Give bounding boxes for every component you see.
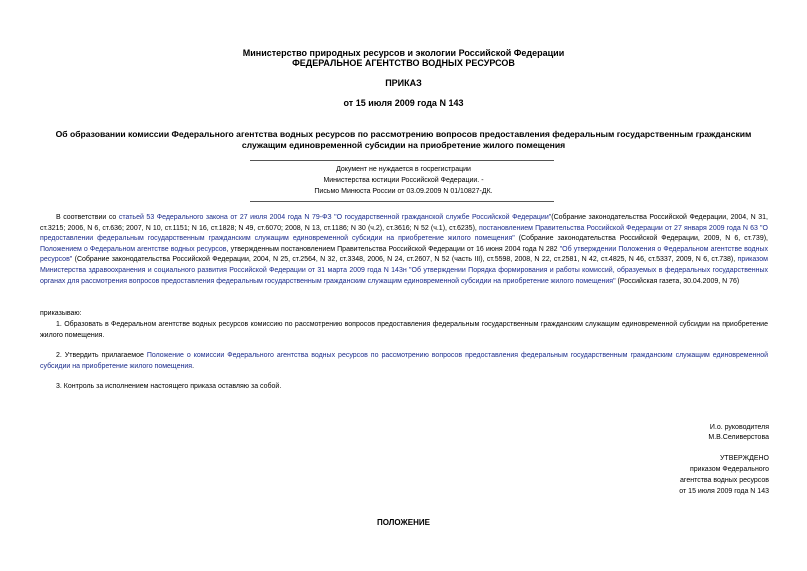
approval-line-2: приказом Федерального <box>689 466 769 473</box>
registration-note-line-1: Документ не нуждается в госрегистрации <box>336 166 471 173</box>
link-government-decree-63[interactable]: постановлением Правительства Российской Федерации от 27 января 2009 года N 63 "О предоставлении федеральным государственным гражданским служащим единовременной субсидии на приобретение жилого помещения" <box>40 224 768 243</box>
order-item-2-text: 2. Утвердить прилагаемое <box>56 352 147 359</box>
approval-line-3: агентства водных ресурсов <box>680 477 769 484</box>
divider-top <box>250 160 554 161</box>
order-item-3: 3. Контроль за исполнением настоящего приказа оставляю за собой. <box>56 383 282 390</box>
order-item-1: 1. Образовать в Федеральном агентстве водных ресурсов комиссию по рассмотрению вопросов предоставления федеральным государственным гражданским служащим единовременной субсидии на приобретение жилого помещения. <box>40 321 768 339</box>
link-federal-law-79[interactable]: статьей 53 Федерального закона от 27 июля 2004 года N 79-ФЗ "О государственной гражданской службе Российской Федерации" <box>118 214 552 221</box>
signature-role: И.о. руководителя <box>709 424 769 431</box>
preamble-paragraph <box>40 213 768 287</box>
order-word: приказываю: <box>40 310 82 317</box>
section-title: ПОЛОЖЕНИЕ <box>377 518 430 527</box>
preamble-text: (Российская газета, 30.04.2009, N 76) <box>615 277 740 285</box>
link-commission-regulation[interactable]: Положение о комиссии Федерального агентства водных ресурсов по рассмотрению вопросов предоставления федеральным государственным гражданским служащим единовременной субсидии на приобретение жилого помещения <box>40 352 768 370</box>
document-type: ПРИКАЗ <box>385 78 422 88</box>
preamble-text: (Собрание законодательства Российской Федерации, 2009, N 6, ст.739), <box>514 235 768 243</box>
divider-bottom <box>250 201 554 202</box>
ministry-name: Министерство природных ресурсов и экологии Российской Федерации <box>242 48 565 58</box>
link-decree-282[interactable]: "Об утверждении Положения о Федеральном агентстве водных ресурсов" <box>40 245 769 264</box>
approval-line-4: от 15 июля 2009 года N 143 <box>679 488 769 495</box>
agency-name: ФЕДЕРАЛЬНОЕ АГЕНТСТВО ВОДНЫХ РЕСУРСОВ <box>292 58 515 68</box>
order-item-2 <box>40 351 768 372</box>
registration-note-line-2: Министерства юстиции Российской Федерации. - <box>323 177 484 184</box>
preamble-text: (Собрание законодательства Российской Федерации, 2004, N 31, ст.3215; 2006, N 6, ст.636; 2007, N 10, ст.1151; N 16, ст.1828; N 49, ст.6070; 2008, N 13, ст.1186; N 30 (ч.2), ст.3616; N 52 (ч.1), ст.6235), <box>40 214 768 232</box>
document-title-line-2: служащим единовременной субсидии на приобретение жилого помещения <box>241 140 566 150</box>
document-date-number: от 15 июля 2009 года N 143 <box>343 98 464 108</box>
order-item-2-end: . <box>192 362 195 370</box>
document-title-line-1: Об образовании комиссии Федерального агентства водных ресурсов по рассмотрению вопросов предоставления федеральным государственным гражданским <box>55 129 752 139</box>
preamble-text: (Собрание законодательства Российской Федерации, 2004, N 25, ст.2564, N 32, ст.3348, 2006, N 24, ст.2607, N 52 (часть III), ст.5598, 2008, N 22, ст.2581, N 42, ст.4825, N 46, ст.5337, 2009, N 6, ст.738), <box>72 256 738 264</box>
link-ministry-order-143n[interactable]: приказом Министерства здравоохранения и социального развития Российской Федерации от 31 марта 2009 года N 143н "Об утверждении Порядка формирования и работы комиссий, образуемых в федеральных государственных органах для рассмотрения вопросов предоставления федеральным государственным гражданским служащим единовременной субсидии на приобретение жилого помещения" <box>40 256 768 285</box>
preamble-text: В соответствии со <box>56 214 119 221</box>
signature-name: М.В.Селиверстова <box>708 434 769 441</box>
link-regulation-water-agency[interactable]: Положением о Федеральном агентстве водных ресурсов <box>40 245 227 253</box>
registration-note-line-3: Письмо Минюста России от 03.09.2009 N 01/10827-ДК. <box>314 188 493 195</box>
preamble-text: , утвержденным постановлением Правительства Российской Федерации от 16 июня 2004 года N 282 <box>226 245 560 253</box>
approval-stamp: УТВЕРЖДЕНО <box>719 455 769 462</box>
